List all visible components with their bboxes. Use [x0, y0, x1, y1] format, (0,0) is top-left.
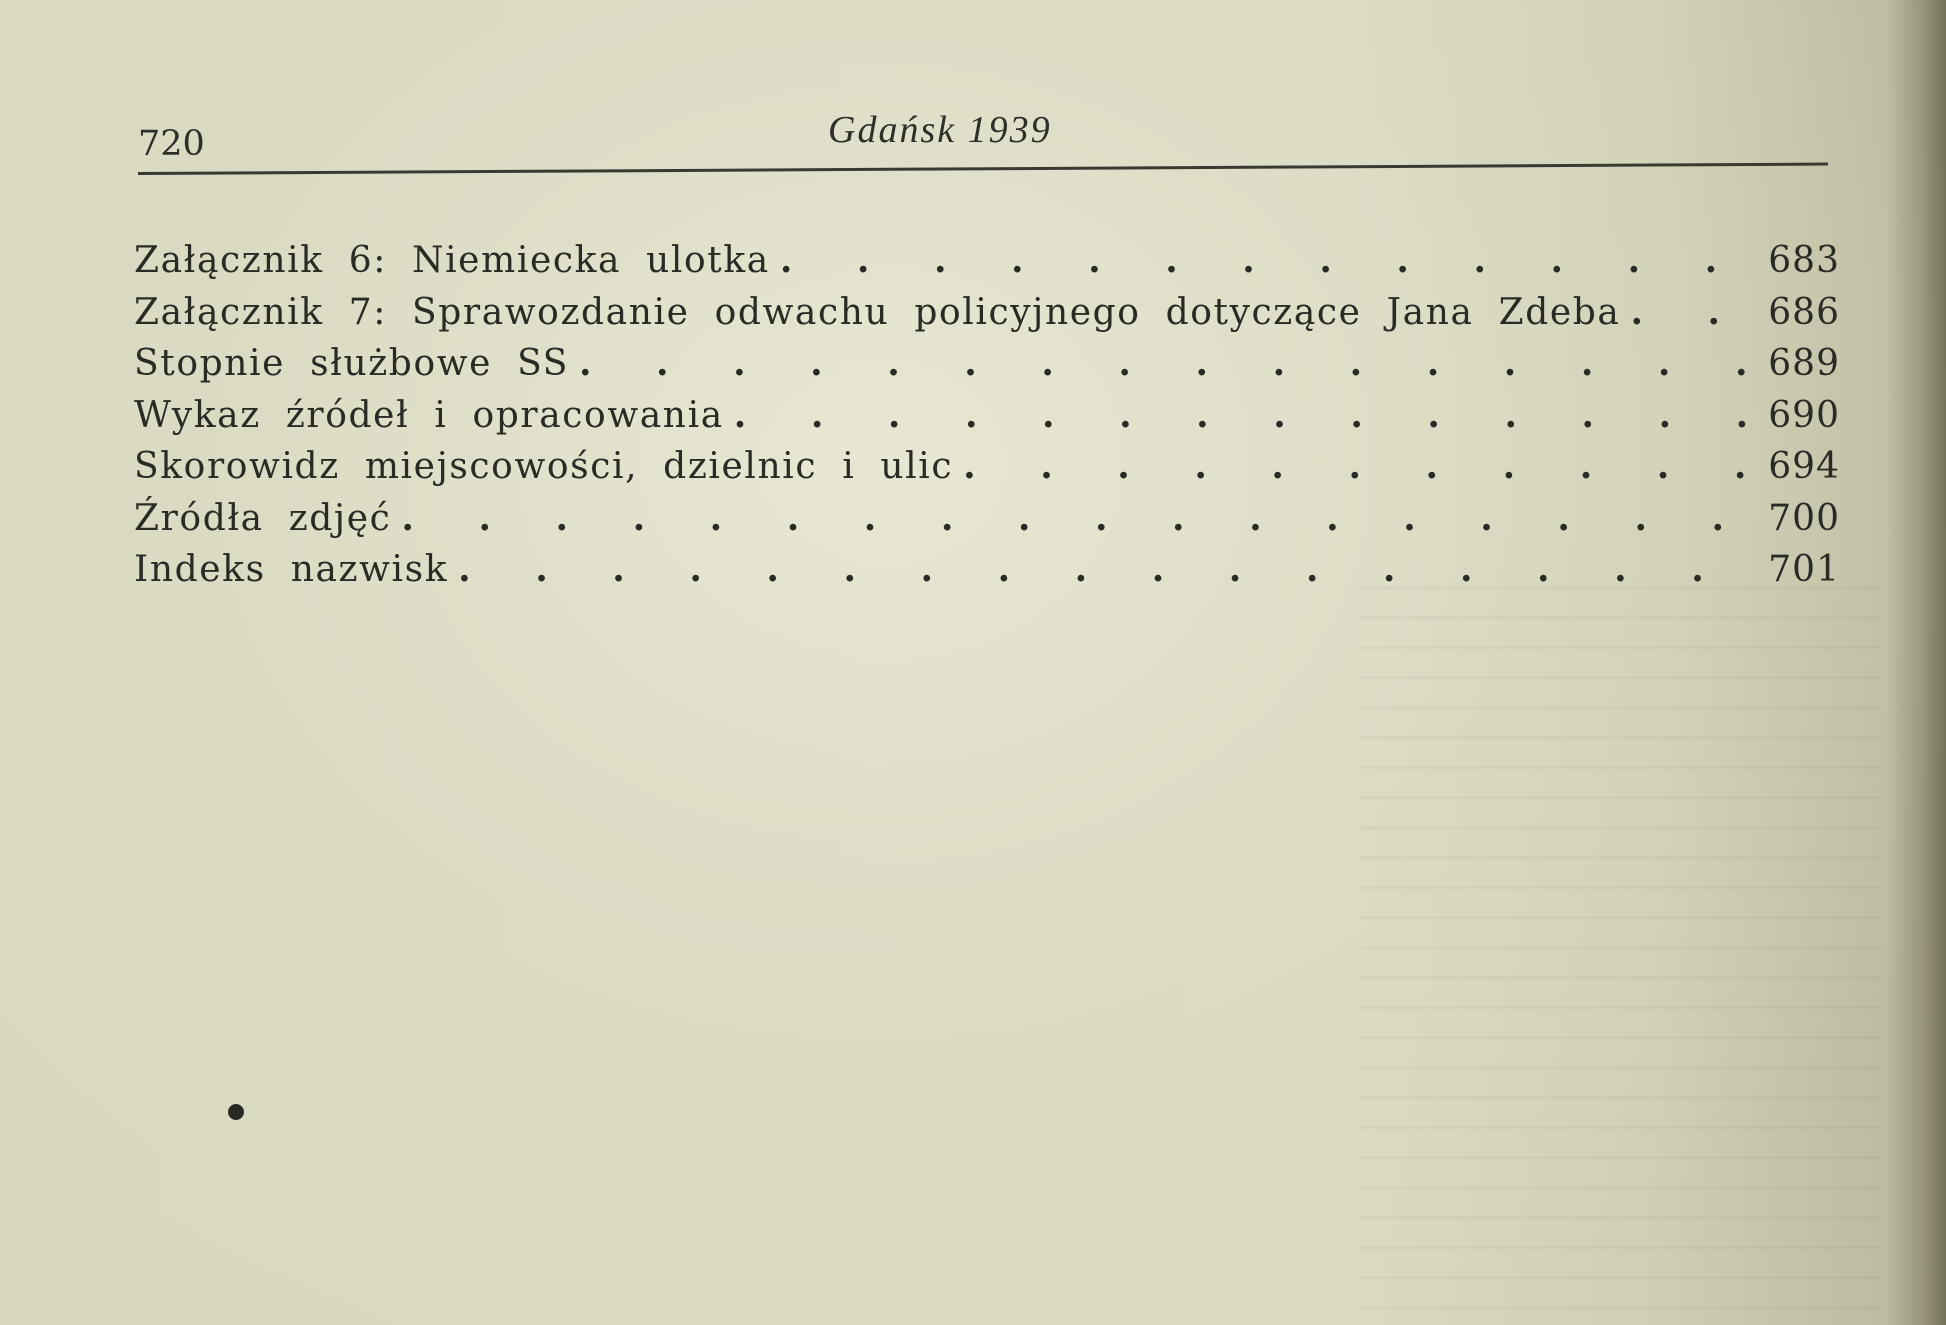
toc-entry-title: Załącznik 6: Niemiecka ulotka: [134, 240, 770, 281]
toc-entry: [134, 442, 1840, 494]
toc-entry: [134, 545, 1840, 597]
toc-entry-title: Źródła zdjęć: [134, 497, 392, 539]
show-through-text: [1360, 560, 1880, 1320]
ink-spot: [228, 1104, 244, 1120]
toc-entry: [134, 339, 1840, 391]
running-title: Gdańsk 1939: [828, 109, 1052, 151]
toc-entry-title: Stopnie służbowe SS: [134, 343, 569, 384]
toc-entry: [134, 236, 1840, 288]
toc-entry-title: Wykaz źródeł i opracowania: [134, 394, 724, 436]
dot-leader: [780, 236, 1760, 284]
dot-leader: [458, 545, 1760, 593]
toc-entry-title: Załącznik 7: Sprawozdanie odwachu policyjnego dotyczące Jana Zdeba: [134, 291, 1621, 333]
table-of-contents: [134, 236, 1840, 597]
page-number: 720: [138, 124, 205, 164]
toc-entry-page: 689: [1768, 343, 1840, 384]
dot-leader: [734, 391, 1760, 439]
toc-entry-page: 686: [1768, 291, 1840, 333]
toc-entry-page: 700: [1768, 497, 1840, 539]
toc-entry-page: 683: [1768, 240, 1840, 281]
dot-leader: [401, 494, 1760, 542]
toc-entry: [134, 288, 1840, 340]
spine-shadow: [1886, 0, 1946, 1325]
dot-leader: [1630, 288, 1760, 336]
toc-entry: [134, 391, 1840, 443]
toc-entry: [134, 494, 1840, 546]
dot-leader: [579, 339, 1760, 387]
toc-entry-title: Indeks nazwisk: [134, 549, 449, 590]
toc-entry-page: 701: [1768, 549, 1840, 590]
toc-entry-title: Skorowidz miejscowości, dzielnic i ulic: [134, 446, 954, 487]
toc-entry-page: 694: [1768, 446, 1840, 487]
toc-entry-page: 690: [1768, 394, 1840, 436]
dot-leader: [963, 442, 1760, 490]
